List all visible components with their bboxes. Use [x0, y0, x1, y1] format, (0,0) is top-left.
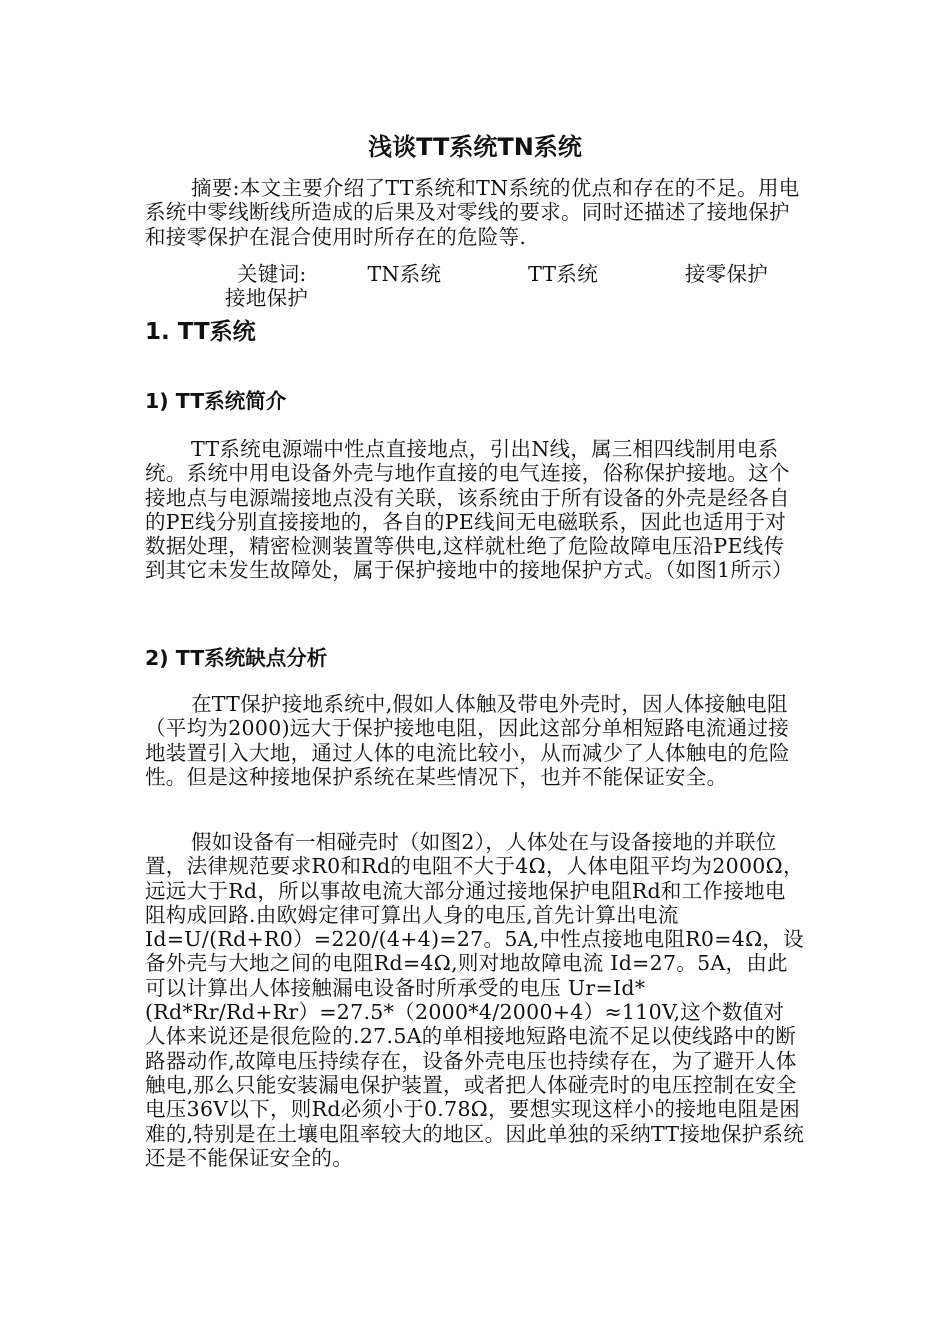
abstract-paragraph: 摘要:本文主要介绍了TT系统和TN系统的优点和存在的不足。用电系统中零线断线所造成的后果及对零线的要求。同时还描述了接地保护和接零保护在混合使用时所存在的危险等. [145, 176, 800, 249]
document-title: 浅谈TT系统TN系统 [368, 133, 582, 161]
keywords-line [145, 262, 805, 311]
body-paragraph: 在TT保护接地系统中,假如人体触及带电外壳时，因人体接触电阻（平均为2000)远大于保护接地电阻，因此这部分单相短路电流通过接地装置引入大地，通过人体的电流比较小，从而减少了人体触电的危险性。但是这种接地保护系统在某些情况下，也并不能保证安全。 [145, 692, 790, 789]
keywords-label: 关键词: [237, 262, 307, 286]
body-paragraph: TT系统电源端中性点直接地点，引出N线，属三相四线制用电系统。系统中用电设备外壳与地作直接的电气连接，俗称保护接地。这个接地点与电源端接地点没有关联，该系统由于所有设备的外壳是经各自的PE线分别直接接地的，各自的PE线间无电磁联系，因此也适用于对数据处理，精密检测装置等供电,这样就杜绝了危险故障电压沿PE线传到其它未发生故障处，属于保护接地中的接地保护方式。（如图1所示） [145, 437, 793, 583]
subsection-heading: 1) TT系统简介 [145, 389, 287, 413]
section-heading: 1. TT系统 [145, 319, 256, 345]
subsection-heading: 2) TT系统缺点分析 [145, 646, 328, 670]
keyword-item: TN系统 [367, 262, 442, 286]
keyword-item: 接地保护 [225, 286, 309, 311]
body-paragraph: 假如设备有一相碰壳时（如图2），人体处在与设备接地的并联位置，法律规范要求R0和Rd的电阻不大于4Ω，人体电阻平均为2000Ω，远远大于Rd，所以事故电流大部分通过接地保护电阻Rd和工作接地电阻构成回路.由欧姆定律可算出人身的电压,首先计算出电流 Id=U/(Rd+R0）=220/(4+4)=27。5A,中性点接地电阻R0=4Ω，设备外壳与大地之间的电阻Rd=4Ω,则对地故障电流 Id=27。5A，由此可以计算出人体接触漏电设备时所承受的电压 Ur=Id*(Rd*Rr/Rd+Rr）=27.5*（2000*4/2000+4）≈110V,这个数值对人体来说还是很危险的.27.5A的单相接地短路电流不足以使线路中的断路器动作,故障电压持续存在，设备外壳电压也持续存在，为了避开人体触电,那么只能安装漏电保护装置，或者把人体碰壳时的电压控制在安全电压36V以下，则Rd必须小于0.78Ω，要想实现这样小的接地电阻是困难的,特别是在土壤电阻率较大的地区。因此单独的采纳TT接地保护系统还是不能保证安全的。 [145, 830, 805, 1170]
keyword-item: TT系统 [528, 262, 599, 286]
keyword-item: 接零保护 [684, 262, 769, 286]
